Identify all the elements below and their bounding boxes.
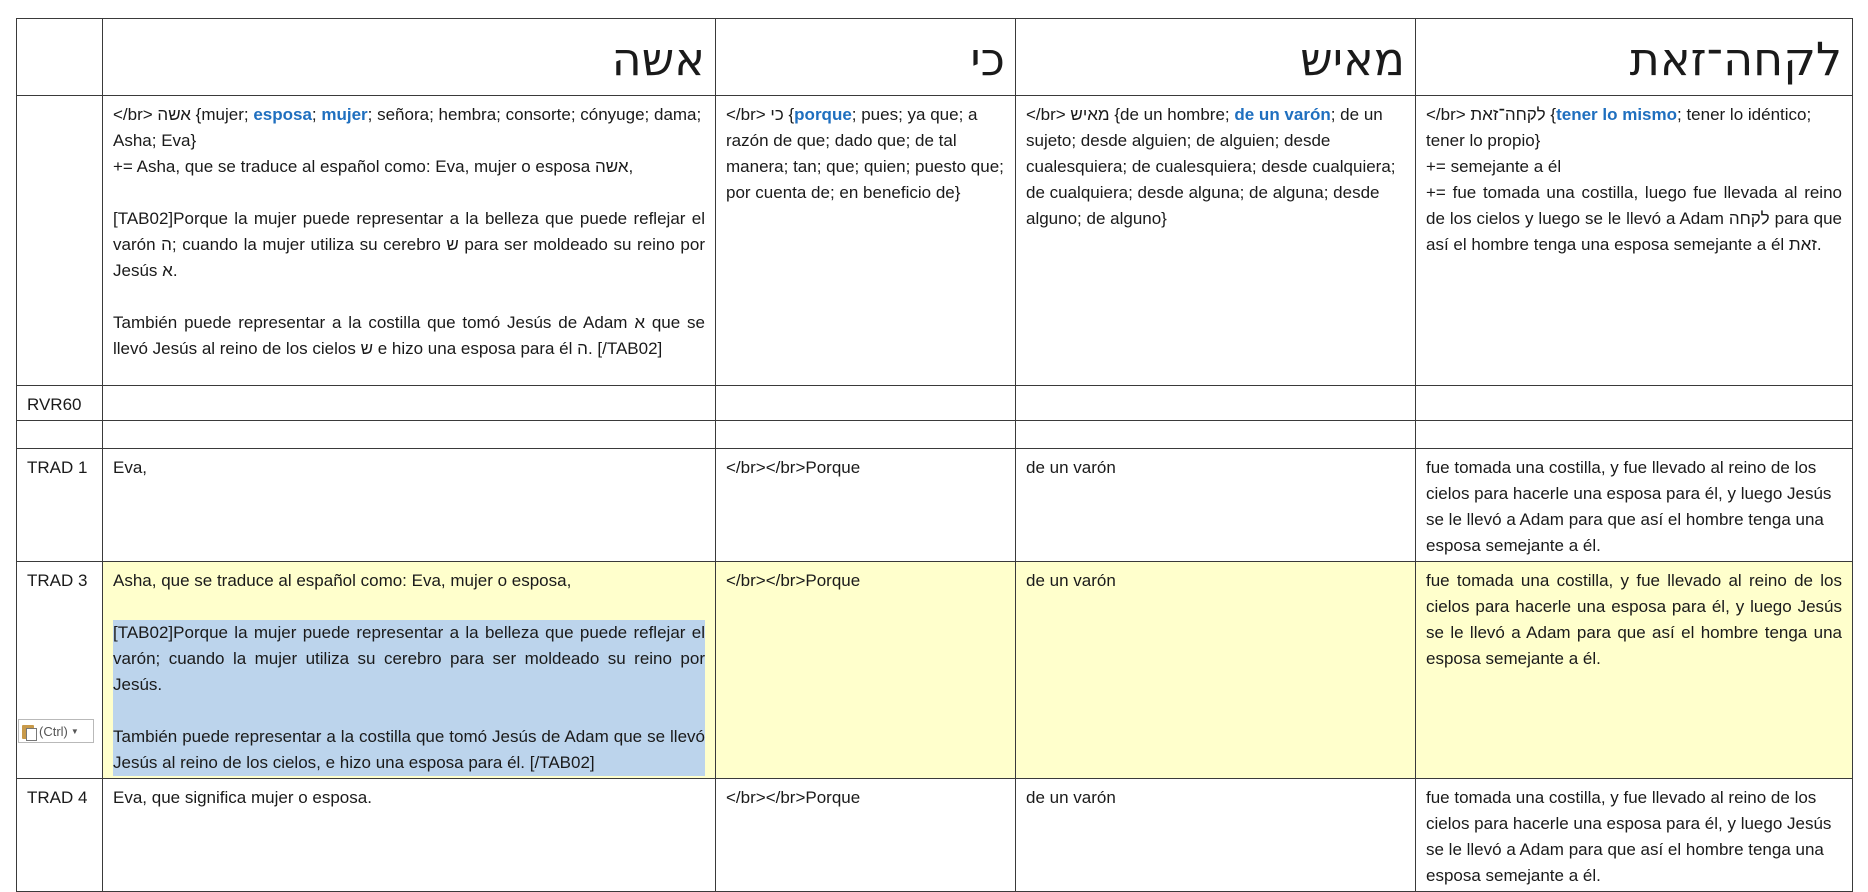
rvr60-cell-3[interactable]: [1016, 386, 1416, 421]
lexicon-bold-term: tener lo mismo: [1556, 105, 1678, 124]
lexicon-text: ; tener lo idéntico; tener lo propio}: [1426, 105, 1812, 150]
row-label-trad3[interactable]: TRAD 3: [17, 562, 103, 779]
trad3-cell-3[interactable]: de un varón: [1016, 562, 1416, 779]
lexicon-text: </br> אשה {mujer;: [113, 105, 254, 124]
lexicon-bold-term: esposa: [253, 105, 312, 124]
empty-cell[interactable]: [103, 421, 716, 449]
lexicon-cell-3[interactable]: [1016, 96, 1416, 386]
header-word-ki: כי: [970, 32, 1005, 86]
lexicon-row: [17, 96, 1853, 386]
lexicon-paragraph: [TAB02]Porque la mujer puede representar a la belleza que puede reflejar el varón ה; cuando la mujer utiliza su cerebro ש para ser moldeado su reino por Jesús א.: [113, 209, 705, 280]
rvr60-row: [17, 386, 1853, 421]
header-word-lukacha-zot: לקחה־זאת: [1629, 32, 1842, 86]
trad4-cell-4[interactable]: fue tomada una costilla, y fue llevado al reino de los cielos para hacerle una esposa para él, y luego Jesús se le llevó a Adam para que así el hombre tenga una esposa semejante a él.: [1416, 779, 1853, 892]
empty-row: [17, 421, 1853, 449]
trad3-cell-1[interactable]: [103, 562, 716, 779]
lexicon-cell-2[interactable]: [716, 96, 1016, 386]
header-empty-cell[interactable]: [17, 19, 103, 96]
trad4-row: [17, 779, 1853, 892]
trad3-paragraph: También puede representar a la costilla que tomó Jesús de Adam que se llevó Jesús al reino de los cielos, e hizo una esposa para él. [/TAB02]: [113, 727, 705, 772]
empty-cell[interactable]: [17, 421, 103, 449]
header-cell-2[interactable]: [716, 19, 1016, 96]
row-label-trad4[interactable]: TRAD 4: [17, 779, 103, 892]
trad1-cell-4[interactable]: fue tomada una costilla, y fue llevado al reino de los cielos para hacerle una esposa para él, y luego Jesús se le llevó a Adam para que así el hombre tenga una esposa semejante a él.: [1416, 449, 1853, 562]
lexicon-paragraph: También puede representar a la costilla que tomó Jesús de Adam א que se llevó Jesús al reino de los cielos ש e hizo una esposa para él ה. [/TAB02]: [113, 313, 706, 358]
trad3-intro: Asha, que se traduce al español como: Eva, mujer o esposa,: [113, 571, 572, 590]
trad3-cell-4[interactable]: fue tomada una costilla, y fue llevado al reino de los cielos para hacerle una esposa para él, y luego Jesús se le llevó a Adam para que así el hombre tenga una esposa semejante a él.: [1416, 562, 1853, 779]
lexicon-cell-4[interactable]: [1416, 96, 1853, 386]
lexicon-text: ; señora; hembra; consorte; cónyuge; dama; Asha; Eva}: [113, 105, 702, 150]
header-cell-3[interactable]: [1016, 19, 1416, 96]
paste-options-label: (Ctrl): [39, 723, 68, 739]
lexicon-text: </br> כי {: [726, 105, 795, 124]
clipboard-icon: [22, 723, 36, 739]
paste-options-button[interactable]: [18, 719, 94, 743]
empty-cell[interactable]: [1016, 421, 1416, 449]
rvr60-cell-1[interactable]: [103, 386, 716, 421]
header-row: [17, 19, 1853, 96]
header-cell-1[interactable]: [103, 19, 716, 96]
chevron-down-icon: ▼: [70, 726, 79, 736]
rvr60-cell-4[interactable]: [1416, 386, 1853, 421]
rvr60-cell-2[interactable]: [716, 386, 1016, 421]
lexicon-note: += semejante a él: [1426, 157, 1562, 176]
translation-table: [16, 18, 1853, 892]
empty-cell[interactable]: [716, 421, 1016, 449]
lexicon-note: += fue tomada una costilla, luego fue llevada al reino de los cielos y luego se le llevó a Adam לקחה para que así el hombre tenga una esposa semejante a él זאת.: [1426, 183, 1842, 254]
empty-cell[interactable]: [1416, 421, 1853, 449]
lexicon-text: ;: [311, 105, 322, 124]
lexicon-note: += Asha, que se traduce al español como: Eva, mujer o esposa אשה,: [113, 157, 634, 176]
lexicon-text: ; pues; ya que; a razón de que; dado que; de tal manera; tan; que; quien; puesto que; por cuenta de; en beneficio de}: [726, 105, 1004, 202]
lexicon-bold-term: de un varón: [1234, 105, 1331, 124]
header-word-isha: אשה: [611, 32, 705, 86]
trad3-paragraph: [TAB02]Porque la mujer puede representar a la belleza que puede reflejar el varón; cuando la mujer utiliza su cerebro para ser moldeado su reino por Jesús.: [113, 623, 705, 694]
trad1-row: [17, 449, 1853, 562]
trad3-row: [17, 562, 1853, 779]
row-label-rvr60[interactable]: RVR60: [17, 386, 103, 421]
selected-text-block[interactable]: [113, 620, 705, 776]
lexicon-entry-isha: [113, 102, 705, 154]
trad1-cell-3[interactable]: de un varón: [1016, 449, 1416, 562]
trad1-cell-2[interactable]: </br></br>Porque: [716, 449, 1016, 562]
row-label-trad1[interactable]: TRAD 1: [17, 449, 103, 562]
lexicon-bold-term: mujer: [321, 105, 368, 124]
lexicon-entry-ki: [726, 102, 1005, 206]
lexicon-entry-lukacha: [1426, 102, 1842, 154]
trad4-cell-3[interactable]: de un varón: [1016, 779, 1416, 892]
lexicon-bold-term: porque: [794, 105, 852, 124]
lexicon-text: </br> מאיש {de un hombre;: [1026, 105, 1235, 124]
header-cell-4[interactable]: [1416, 19, 1853, 96]
lexicon-text: </br> לקחה־זאת {: [1426, 105, 1557, 124]
trad4-cell-2[interactable]: </br></br>Porque: [716, 779, 1016, 892]
lexicon-cell-1[interactable]: [103, 96, 716, 386]
trad3-cell-2[interactable]: </br></br>Porque: [716, 562, 1016, 779]
trad1-cell-1[interactable]: Eva,: [103, 449, 716, 562]
lexicon-label-cell[interactable]: [17, 96, 103, 386]
trad4-cell-1[interactable]: Eva, que significa mujer o esposa.: [103, 779, 716, 892]
lexicon-entry-meish: [1026, 102, 1405, 232]
lexicon-text: ; de un sujeto; desde alguien; de alguien; desde cualesquiera; de cualesquiera; desde cualquiera; de cualquiera; desde alguna; de alguna; desde alguno; de alguno}: [1026, 105, 1396, 228]
header-word-meish: מאיש: [1300, 32, 1405, 86]
